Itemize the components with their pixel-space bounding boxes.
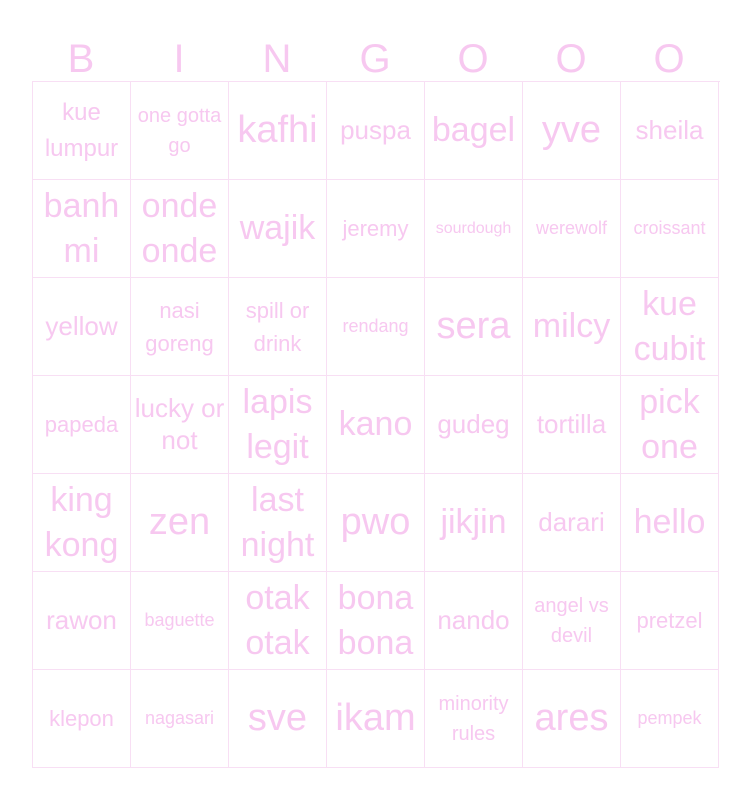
bingo-cell-text: milcy: [532, 307, 611, 346]
bingo-cell-text: sheila: [635, 114, 704, 145]
bingo-cell-text: bona bona: [337, 579, 414, 662]
bingo-cell[interactable]: [33, 82, 131, 180]
bingo-cell-text: puspa: [340, 114, 411, 145]
bingo-cell[interactable]: [621, 376, 719, 474]
bingo-cell[interactable]: [327, 474, 425, 572]
bingo-cell-text: pempek: [637, 707, 702, 728]
bingo-cell-text: croissant: [633, 217, 706, 238]
bingo-cell-text: yve: [541, 108, 602, 151]
bingo-cell[interactable]: [327, 572, 425, 670]
bingo-cell[interactable]: [131, 572, 229, 670]
bingo-cell[interactable]: [131, 180, 229, 278]
bingo-cell-text: otak otak: [245, 579, 310, 662]
bingo-cell[interactable]: [621, 82, 719, 180]
bingo-cell[interactable]: [229, 180, 327, 278]
bingo-cell[interactable]: [33, 376, 131, 474]
bingo-cell[interactable]: [33, 670, 131, 768]
bingo-cell-text: klepon: [49, 706, 114, 731]
bingo-cell[interactable]: [523, 180, 621, 278]
bingo-cell[interactable]: [33, 474, 131, 572]
header-letter-g: G: [359, 37, 391, 81]
bingo-cell-text: gudeg: [437, 408, 510, 439]
bingo-cell-text: darari: [538, 506, 605, 537]
bingo-cell-text: lucky or not: [134, 393, 225, 455]
bingo-cell[interactable]: [229, 670, 327, 768]
bingo-cell-text: sourdough: [435, 219, 512, 237]
bingo-cell-text: king kong: [44, 481, 119, 564]
bingo-cell[interactable]: [523, 670, 621, 768]
bingo-cell[interactable]: [425, 180, 523, 278]
bingo-cell-text: one gotta go: [137, 104, 222, 157]
bingo-cell[interactable]: [229, 278, 327, 376]
bingo-cell-text: jikjin: [440, 503, 507, 542]
bingo-cell-text: bagel: [431, 111, 516, 150]
bingo-cell-text: ikam: [335, 696, 416, 739]
bingo-cell-text: yellow: [45, 310, 118, 341]
bingo-cell[interactable]: [229, 572, 327, 670]
bingo-cell[interactable]: [523, 474, 621, 572]
bingo-cell-text: sve: [247, 696, 308, 739]
bingo-cell-text: spill or drink: [245, 297, 310, 356]
bingo-header: [32, 32, 720, 82]
bingo-cell-text: nasi goreng: [145, 297, 214, 356]
header-letter-o-2: O: [555, 37, 587, 81]
bingo-cell[interactable]: [33, 572, 131, 670]
bingo-cell[interactable]: [131, 376, 229, 474]
bingo-cell[interactable]: [33, 278, 131, 376]
header-letter-b: B: [67, 37, 95, 81]
bingo-cell[interactable]: [327, 82, 425, 180]
bingo-cell[interactable]: [523, 572, 621, 670]
bingo-cell-text: jeremy: [342, 216, 409, 241]
bingo-cell[interactable]: [327, 180, 425, 278]
bingo-cell[interactable]: [425, 376, 523, 474]
bingo-cell[interactable]: [131, 82, 229, 180]
bingo-cell-text: pwo: [340, 500, 411, 543]
bingo-cell[interactable]: [229, 82, 327, 180]
bingo-cell-text: kano: [338, 405, 413, 444]
bingo-board: [32, 81, 720, 768]
bingo-cell-text: angel vs devil: [534, 594, 609, 647]
bingo-cell[interactable]: [327, 670, 425, 768]
bingo-cell-text: zen: [148, 500, 211, 543]
bingo-cell[interactable]: [33, 180, 131, 278]
header-letter-o-3: O: [653, 37, 685, 81]
bingo-cell-text: pick one: [639, 383, 700, 466]
bingo-cell-text: ares: [534, 696, 609, 739]
bingo-cell-text: banh mi: [43, 187, 120, 270]
bingo-cell-text: onde onde: [141, 187, 218, 270]
bingo-cell[interactable]: [229, 474, 327, 572]
header-letter-i: I: [173, 37, 185, 81]
bingo-cell-text: lapis legit: [242, 383, 313, 466]
bingo-cell-text: baguette: [144, 609, 215, 630]
bingo-cell[interactable]: [621, 278, 719, 376]
bingo-cell-text: hello: [633, 503, 706, 542]
bingo-cell-text: sera: [436, 304, 511, 347]
bingo-cell[interactable]: [229, 376, 327, 474]
bingo-cell[interactable]: [523, 376, 621, 474]
bingo-cell[interactable]: [425, 670, 523, 768]
header-letter-n: N: [262, 37, 292, 81]
bingo-cell-text: wajik: [239, 209, 316, 248]
bingo-cell[interactable]: [425, 572, 523, 670]
bingo-cell-text: tortilla: [536, 408, 607, 439]
bingo-cell[interactable]: [621, 474, 719, 572]
bingo-cell[interactable]: [425, 278, 523, 376]
bingo-cell[interactable]: [425, 474, 523, 572]
bingo-cell-text: rawon: [46, 604, 117, 635]
bingo-cell-text: kue lumpur: [44, 98, 119, 162]
bingo-cell[interactable]: [131, 670, 229, 768]
bingo-cell-text: werewolf: [535, 217, 608, 238]
bingo-cell-text: kue cubit: [633, 285, 706, 368]
bingo-cell[interactable]: [327, 278, 425, 376]
bingo-cell-text: rendang: [342, 315, 409, 336]
bingo-cell[interactable]: [621, 572, 719, 670]
bingo-cell-text: pretzel: [636, 608, 703, 633]
bingo-cell[interactable]: [131, 278, 229, 376]
bingo-cell[interactable]: [523, 278, 621, 376]
bingo-cell[interactable]: [425, 82, 523, 180]
bingo-cell-text: nando: [437, 604, 510, 635]
bingo-cell-text: last night: [240, 481, 315, 564]
bingo-cell[interactable]: [131, 474, 229, 572]
bingo-cell-text: papeda: [44, 412, 119, 437]
bingo-cell[interactable]: [523, 82, 621, 180]
header-letter-o-1: O: [457, 37, 489, 81]
bingo-cell-text: nagasari: [144, 707, 215, 728]
bingo-cell[interactable]: [621, 670, 719, 768]
bingo-cell[interactable]: [327, 376, 425, 474]
bingo-cell-text: kafhi: [237, 108, 318, 151]
bingo-cell[interactable]: [621, 180, 719, 278]
bingo-cell-text: minority rules: [438, 692, 509, 745]
